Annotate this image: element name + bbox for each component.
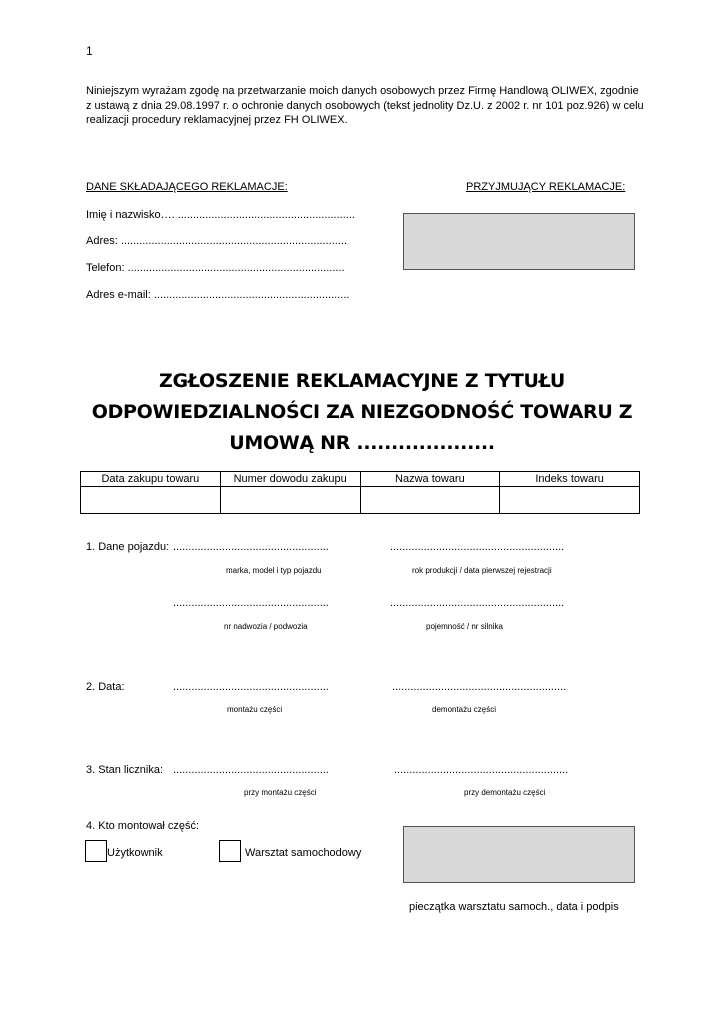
vehicle-engine-field[interactable]: .........................................................	[390, 597, 565, 609]
form-title-line-2: ODPOWIEDZIALNOŚCI ZA NIEZGODNOŚĆ TOWARU Z	[91, 401, 633, 423]
vehicle-label: 1. Dane pojazdu:	[86, 541, 170, 553]
receiver-heading: PRZYJMUJĄCY REKLAMACJE:	[466, 181, 626, 193]
receipt-number-cell[interactable]	[220, 487, 360, 514]
mount-date-caption: montażu części	[227, 705, 283, 714]
workshop-stamp-box[interactable]	[403, 826, 635, 883]
dismount-date-caption: demontażu części	[432, 705, 497, 714]
date-label: 2. Data:	[86, 681, 125, 693]
table-row	[81, 487, 640, 514]
page-number: 1	[86, 44, 93, 58]
vehicle-year-caption: rok produkcji / data pierwszej rejestracji	[412, 566, 552, 575]
odometer-dismount-caption: przy demontażu części	[464, 788, 546, 797]
product-name-cell[interactable]	[360, 487, 500, 514]
odometer-mount-caption: przy montażu części	[244, 788, 317, 797]
vehicle-vin-caption: nr nadwozia / podwozia	[224, 622, 308, 631]
header-product-index: Indeks towaru	[500, 472, 640, 487]
name-field[interactable]: Imię i nazwisko…. ..........................................................	[86, 209, 355, 221]
workshop-checkbox[interactable]	[219, 840, 241, 862]
vehicle-make-field[interactable]: ...................................................	[173, 541, 329, 553]
dismount-date-field[interactable]: .........................................................	[392, 681, 567, 693]
form-title-line-1: ZGŁOSZENIE REKLAMACYJNE Z TYTUŁU	[159, 370, 565, 392]
vehicle-engine-caption: pojemność / nr silnika	[426, 622, 503, 631]
table-header-row	[81, 472, 640, 487]
odometer-mount-field[interactable]: ...................................................	[173, 764, 329, 776]
header-purchase-date: Data zakupu towaru	[81, 472, 221, 487]
vehicle-year-field[interactable]: .........................................................	[390, 541, 565, 553]
installer-label: 4. Kto montował część:	[86, 820, 200, 832]
address-field[interactable]: Adres: ..........................................................................	[86, 235, 348, 247]
stamp-caption: pieczątka warsztatu samoch., data i podpis	[409, 901, 619, 913]
vehicle-vin-field[interactable]: ...................................................	[173, 597, 329, 609]
form-title-line-3: UMOWĄ NR ....................	[229, 432, 495, 454]
receiver-stamp-box[interactable]	[403, 213, 635, 270]
user-option-label: Użytkownik	[107, 847, 163, 859]
odometer-label: 3. Stan licznika:	[86, 764, 164, 776]
vehicle-make-caption: marka, model i typ pojazdu	[226, 566, 322, 575]
header-product-name: Nazwa towaru	[360, 472, 500, 487]
purchase-date-cell[interactable]	[81, 487, 221, 514]
phone-field[interactable]: Telefon: .......................................................................	[86, 262, 345, 274]
mount-date-field[interactable]: ...................................................	[173, 681, 329, 693]
product-index-cell[interactable]	[500, 487, 640, 514]
header-receipt-number: Numer dowodu zakupu	[220, 472, 360, 487]
email-field[interactable]: Adres e-mail: ................................................................	[86, 289, 350, 301]
user-checkbox[interactable]	[85, 840, 107, 862]
complainant-heading: DANE SKŁADAJĄCEGO REKLAMACJE:	[86, 181, 288, 193]
odometer-dismount-field[interactable]: .........................................................	[394, 764, 569, 776]
workshop-option-label: Warsztat samochodowy	[245, 847, 362, 859]
goods-table	[80, 471, 640, 514]
consent-text: Niniejszym wyrażam zgodę na przetwarzanie moich danych osobowych przez Firmę Handlową OLIWEX, zgodnie z ustawą z dnia 29.08.1997 r. o ochronie danych osobowych (tekst jednolity Dz.U. z 2002 r. nr 101 poz.926) w celu realizacji procedury reklamacyjnej przez FH OLIWEX.	[86, 85, 644, 126]
